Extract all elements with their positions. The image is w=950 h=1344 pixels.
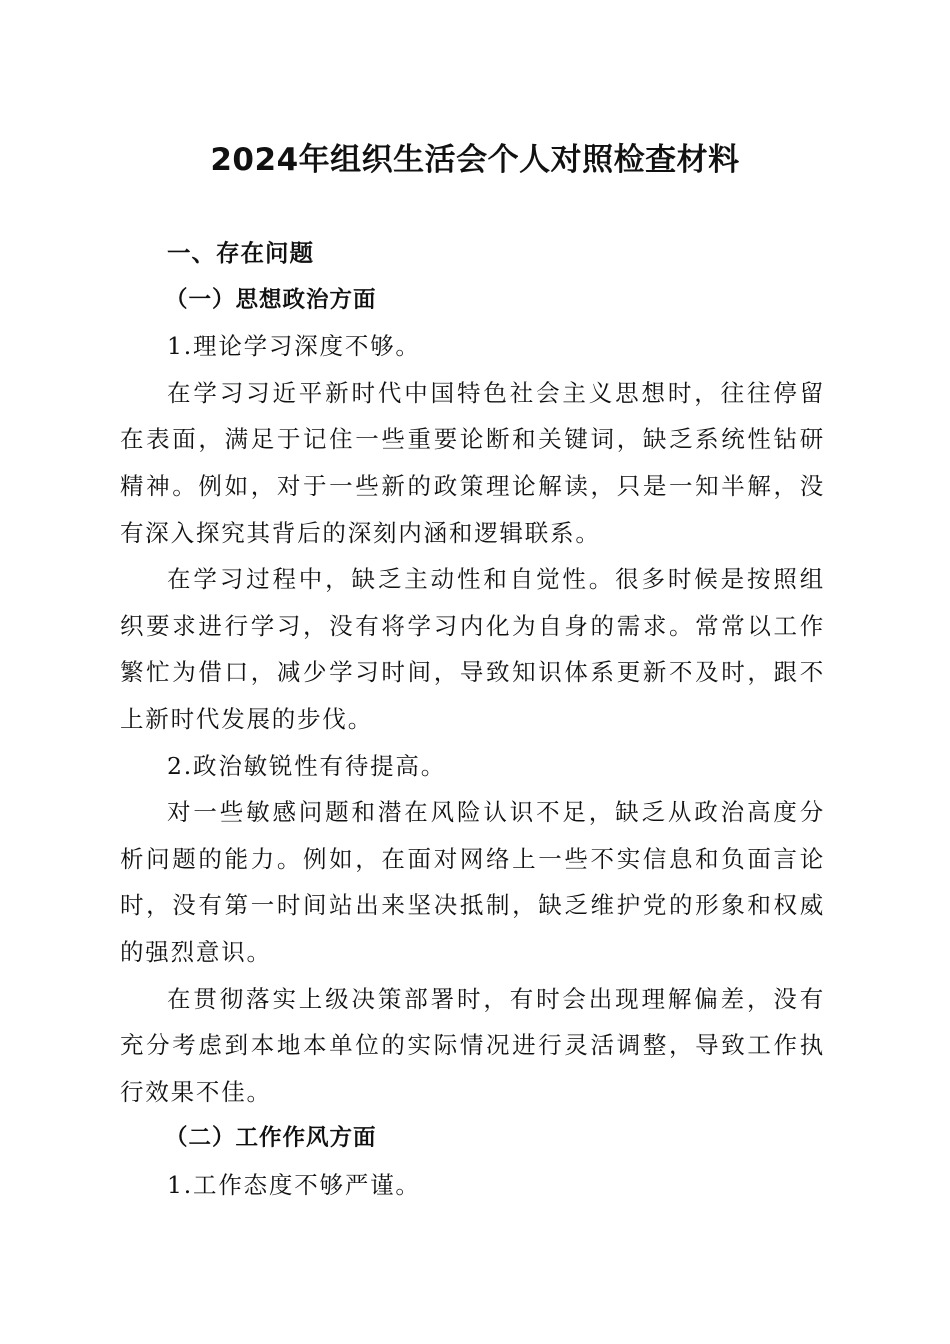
paragraph-line: 时，没有第一时间站出来坚决抵制，缺乏维护党的形象和权威 [120,891,825,920]
item-heading-work-attitude: 1.工作态度不够严谨。 [167,1170,421,1199]
paragraph-political-sensitivity-2 [120,976,825,1116]
paragraph-line: 行效果不佳。 [120,1077,272,1106]
paragraph-line: 上新时代发展的步伐。 [120,704,373,733]
paragraph-line: 充分考虑到本地本单位的实际情况进行灵活调整，导致工作执 [120,1031,825,1060]
item-heading-theory-study: 1.理论学习深度不够。 [167,332,421,361]
paragraph-line: 的强烈意识。 [120,937,272,966]
paragraph-line: 在学习过程中，缺乏主动性和自觉性。很多时候是按照组 [167,565,825,594]
paragraph-political-sensitivity-1 [120,789,825,975]
paragraph-line: 析问题的能力。例如，在面对网络上一些不实信息和负面言论 [120,844,825,873]
paragraph-line: 在表面，满足于记住一些重要论断和关键词，缺乏系统性钻研 [120,425,825,454]
paragraph-line: 在学习习近平新时代中国特色社会主义思想时，往往停留 [167,378,825,407]
document-body [120,230,825,1208]
subsection-heading-work-style: （二）工作作风方面 [165,1125,377,1152]
paragraph-line: 繁忙为借口，减少学习时间，导致知识体系更新不及时，跟不 [120,658,825,687]
item-heading-political-sensitivity: 2.政治敏锐性有待提高。 [167,751,447,780]
paragraph-line: 有深入探究其背后的深刻内涵和逻辑联系。 [120,518,601,547]
paragraph-theory-study-1 [120,370,825,556]
section-heading-problems: 一、存在问题 [167,239,314,267]
paragraph-line: 织要求进行学习，没有将学习内化为自身的需求。常常以工作 [120,611,825,640]
document-title: 2024年组织生活会个人对照检查材料 [210,142,740,178]
paragraph-line: 对一些敏感问题和潜在风险认识不足，缺乏从政治高度分 [167,798,825,827]
subsection-heading-ideology: （一）思想政治方面 [165,286,377,313]
paragraph-theory-study-2 [120,556,825,742]
paragraph-line: 在贯彻落实上级决策部署时，有时会出现理解偏差，没有 [167,984,825,1013]
paragraph-line: 精神。例如，对于一些新的政策理论解读，只是一知半解，没 [120,471,825,500]
